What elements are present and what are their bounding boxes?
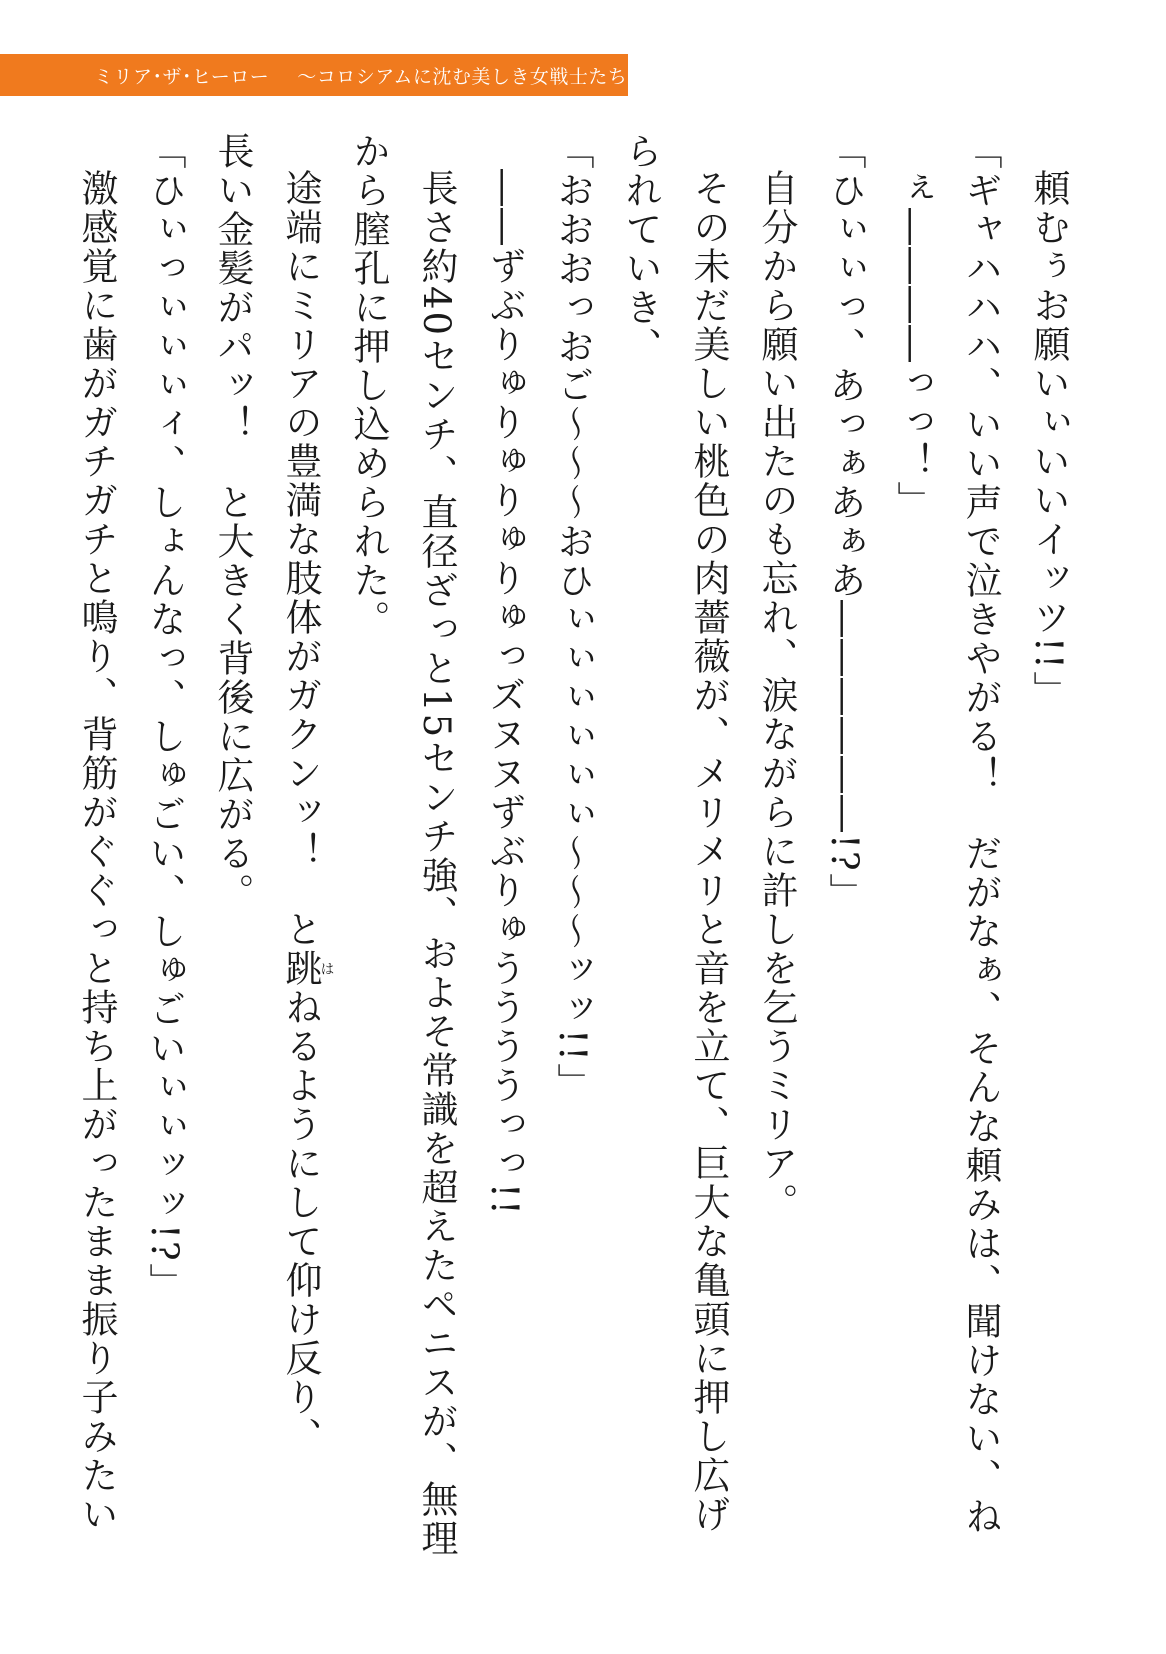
text-line: 長い金髪がパッ！ と大きく背後に広がる。	[211, 132, 254, 912]
text-line: その未だ美しい桃色の肉薔薇が、メリメリと音を立て、巨大な亀頭に押し広げ	[687, 169, 730, 1534]
text-line: られていき、	[619, 132, 662, 366]
running-header-text	[94, 62, 647, 89]
vertical-body-text	[75, 132, 1082, 1592]
text-line: ――ずぶりゅりゅりゅりゅっズヌヌずぶりゅううううっっ!!	[483, 169, 526, 1217]
text-line: 「ひぃっぃぃぃィ、しょんなっ、しゅごい、しゅごいぃぃッッ!?」	[143, 132, 186, 1302]
ruby-annotation: 跳は	[279, 949, 335, 988]
text-line: 「ひぃぃっ、あっぁあぁあ――――――!?」	[823, 132, 866, 912]
text-line: 自分から願い出たのも忘れ、涙ながらに許しを乞うミリア。	[755, 169, 798, 1222]
text-line: 激感覚に歯がガチガチと鳴り、背筋がぐぐっと持ち上がったまま振り子みたい	[75, 169, 118, 1534]
ruby-reading: は	[318, 949, 335, 988]
running-header-bar	[0, 54, 647, 96]
text-line: 頼むぅお願いぃいいイッツ!!」	[1027, 169, 1070, 710]
series-title: ミリア･ザ･ヒーロー	[94, 65, 270, 88]
text-line: 「おおおっおご～～～おひぃぃぃぃぃぃ～～～ッッ!!」	[551, 132, 594, 1102]
text-line: ぇ――――っっ！」	[891, 169, 934, 520]
text-line: 長さ約40センチ、直径ざっと15センチ強、およそ常識を超えたペニスが、無理	[415, 169, 458, 1559]
text-line: から膣孔に押し込められた。	[347, 132, 390, 639]
text-line-with-ruby: 途端にミリアの豊満な肢体がガクンッ！ と跳はねるようにして仰け反り、	[279, 169, 335, 1456]
text-line: 「ギャハハハ、いい声で泣きやがる！ だがなぁ、そんな頼みは、聞けない、ね	[959, 132, 1002, 1536]
book-subtitle: ～コロシアムに沈む美しき女戦士たち～	[297, 65, 647, 88]
